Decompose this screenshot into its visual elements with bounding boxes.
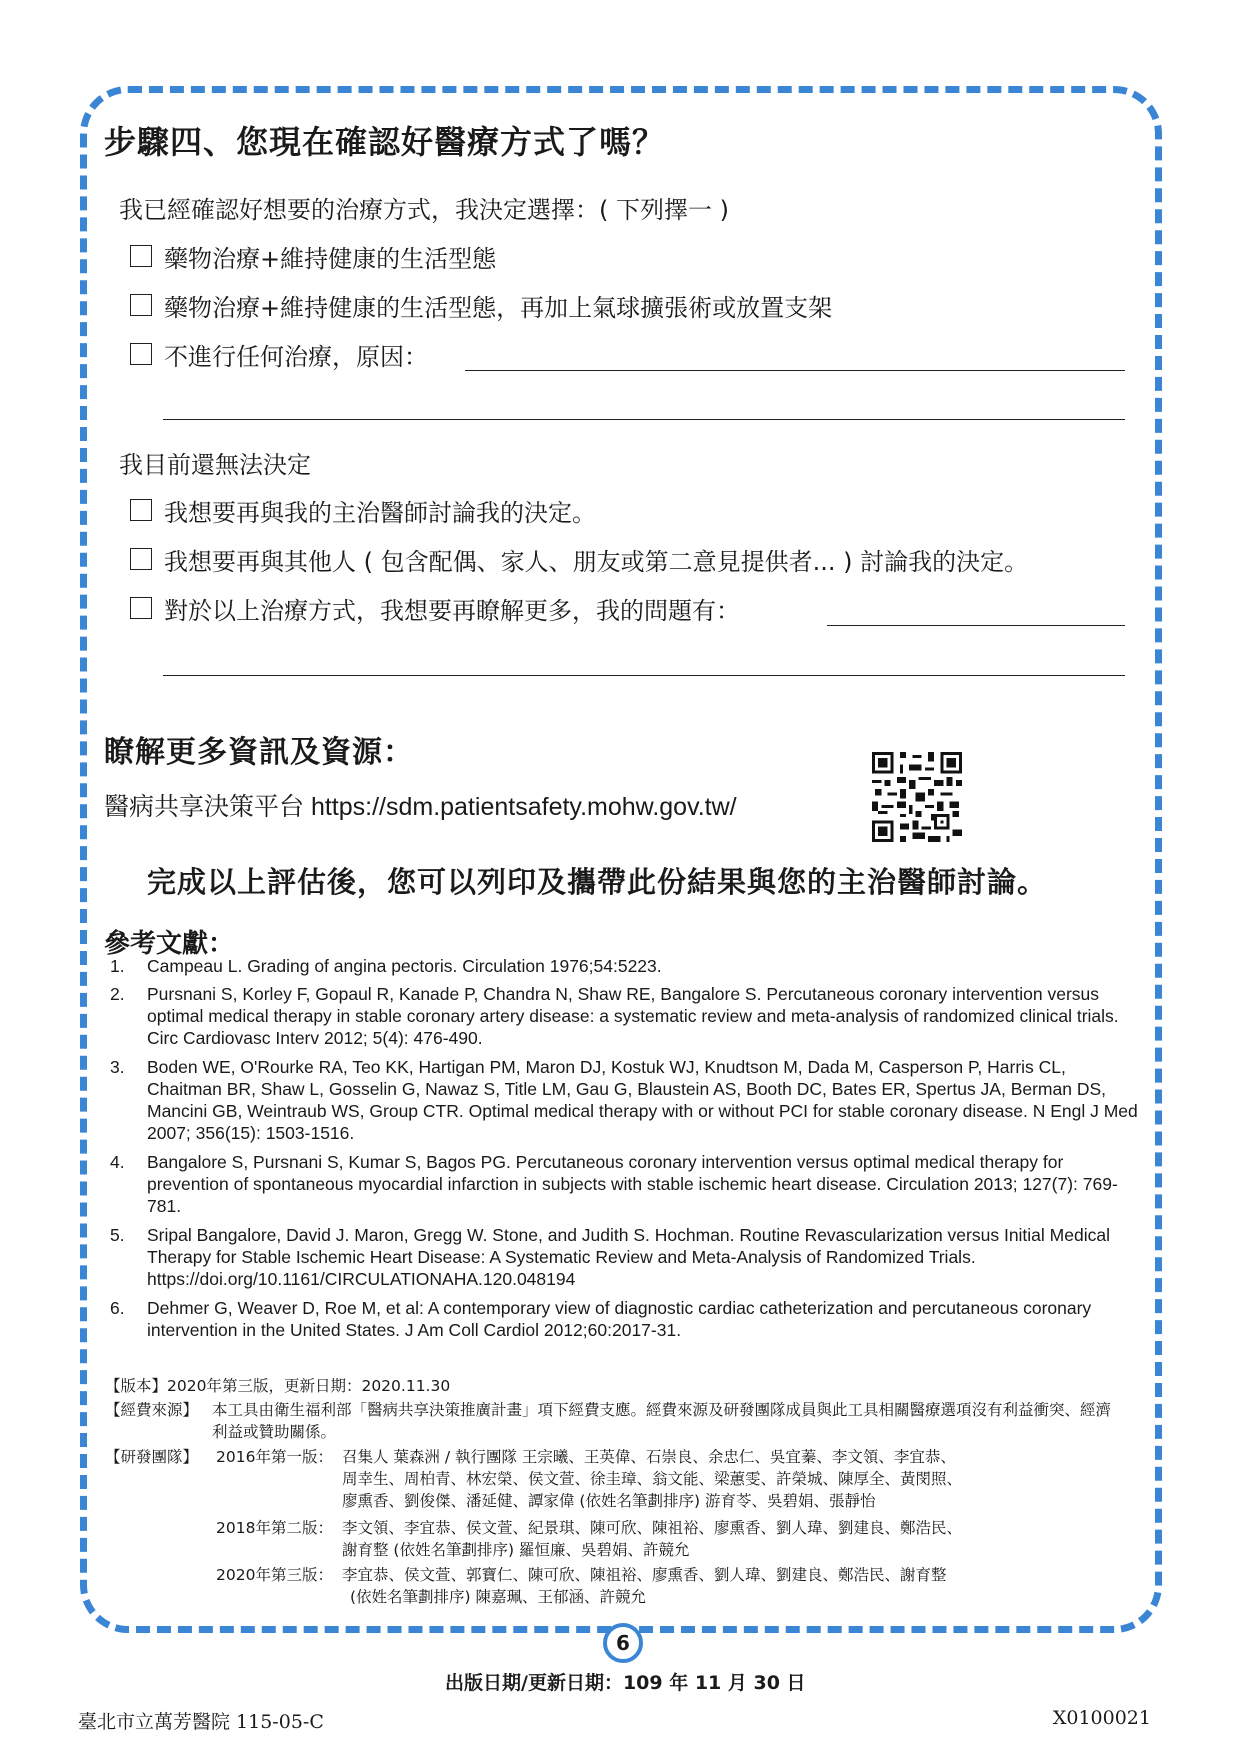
- option-label: 我想要再與我的主治醫師討論我的決定。: [164, 498, 596, 527]
- team-line: 李宜恭、侯文萱、郭寶仁、陳可欣、陳祖裕、廖熏香、劉人瑋、劉建良、鄭浩民、謝育整: [342, 1566, 947, 1584]
- reason-input-line[interactable]: [465, 370, 1125, 371]
- checkbox[interactable]: [130, 294, 152, 316]
- reason-input-line-2[interactable]: [163, 419, 1125, 420]
- decided-option-1[interactable]: [130, 239, 496, 273]
- team-edition: 2018年第二版：: [216, 1519, 333, 1537]
- publish-date: 出版日期/更新日期：109 年 11 月 30 日: [445, 1672, 806, 1694]
- team-line: 召集人 葉森洲 / 執行團隊 王宗曦、王英偉、石崇良、余忠仁、吳宜蓁、李文領、李宜恭、: [342, 1448, 956, 1466]
- option-label: 藥物治療+維持健康的生活型態，再加上氣球擴張術或放置支架: [164, 293, 833, 322]
- reference-item: [110, 1297, 1140, 1341]
- checkbox[interactable]: [130, 343, 152, 365]
- funding-text: 本工具由衛生福利部「醫病共享決策推廣計畫」項下經費支應。經費來源及研發團隊成員與此工具相關醫療選項沒有利益衝突、經濟利益或贊助關係。: [212, 1401, 1112, 1441]
- team-label: 【研發團隊】: [105, 1448, 199, 1466]
- reference-text: Dehmer G, Weaver D, Roe M, et al: A contemporary view of diagnostic cardiac catheterization and percutaneous coronary intervention in the United States. J Am Coll Cardiol 2012;60:2017-31.: [147, 1298, 1092, 1340]
- team-line: (依姓名筆劃排序) 陳嘉珮、王郁涵、許競允: [350, 1588, 647, 1606]
- team-line: 謝育整 (依姓名筆劃排序) 羅恒廉、吳碧娟、許競允: [342, 1541, 690, 1559]
- reference-number: 3.: [110, 1057, 125, 1077]
- reference-number: 4.: [110, 1152, 125, 1172]
- print-notice: 完成以上評估後，您可以列印及攜帶此份結果與您的主治醫師討論。: [147, 865, 1048, 899]
- checkbox[interactable]: [130, 548, 152, 570]
- reference-text: Pursnani S, Korley F, Gopaul R, Kanade P, Chandra N, Shaw RE, Bangalore S. Percutaneous coronary intervention versus optimal medical therapy in stable coronary artery disease: a systematic review and meta-analysis of randomized clinical trials. Circ Cardiovasc Interv 2012; 5(4): 476-490.: [147, 984, 1119, 1048]
- team-line: 廖熏香、劉俊傑、潘延健、譚家偉 (依姓名筆劃排序) 游育苓、吳碧娟、張靜怡: [342, 1492, 876, 1510]
- option-label: 不進行任何治療，原因：: [164, 342, 428, 371]
- option-label: 對於以上治療方式，我想要再瞭解更多，我的問題有：: [164, 596, 740, 625]
- team-line: 李文領、李宜恭、侯文萱、紀景琪、陳可欣、陳祖裕、廖熏香、劉人瑋、劉建良、鄭浩民、: [342, 1519, 963, 1537]
- resources-title: 瞭解更多資訊及資源：: [104, 735, 414, 770]
- reference-text: Bangalore S, Pursnani S, Kumar S, Bagos PG. Percutaneous coronary intervention versus optimal medical therapy for prevention of spontaneous myocardial infarction in subjects with stable ischemic heart disease. Circulation 2013; 127(7): 769-781.: [147, 1152, 1118, 1216]
- undecided-intro: 我目前還無法決定: [119, 451, 311, 479]
- checkbox[interactable]: [130, 245, 152, 267]
- option-label: 藥物治療+維持健康的生活型態: [164, 244, 497, 273]
- team-line: 周幸生、周柏青、林宏榮、侯文萱、徐圭璋、翁文能、梁蕙雯、許榮城、陳厚全、黃閔照、: [342, 1470, 963, 1488]
- reference-number: 6.: [110, 1298, 125, 1318]
- question-input-line[interactable]: [827, 625, 1125, 626]
- option-label: 我想要再與其他人 ( 包含配偶、家人、朋友或第二意見提供者... ) 討論我的決定。: [164, 547, 1029, 576]
- reference-item: [110, 983, 1140, 1049]
- page-number: 6: [603, 1623, 643, 1663]
- reference-item: [110, 955, 1140, 977]
- reference-item: [110, 1056, 1140, 1144]
- undecided-option-3[interactable]: [130, 591, 740, 625]
- qr-code-icon: [872, 752, 962, 842]
- decided-option-2[interactable]: [130, 288, 832, 322]
- reference-item: [110, 1224, 1140, 1290]
- reference-number: 1.: [110, 956, 125, 976]
- reference-text: Sripal Bangalore, David J. Maron, Gregg W. Stone, and Judith S. Hochman. Routine Revascularization versus Initial Medical Therapy for Stable Ischemic Heart Disease: A Systematic Review and Meta-Analysis of Randomized Trials. https://doi.org/10.1161/CIRCULATIONAHA.120.048194: [147, 1225, 1110, 1289]
- reference-item: [110, 1151, 1140, 1217]
- step-title: 步驟四、您現在確認好醫療方式了嗎？: [104, 123, 666, 161]
- reference-text: Boden WE, O'Rourke RA, Teo KK, Hartigan PM, Maron DJ, Kostuk WJ, Knudtson M, Dada M, Casperson P, Harris CL, Chaitman BR, Shaw L, Gosselin G, Nawaz S, Title LM, Gau G, Blaustein AS, Booth DC, Bates ER, Spertus JA, Berman DS, Mancini GB, Weintraub WS, Group CTR. Optimal medical therapy with or without PCI for stable coronary disease. N Engl J Med 2007; 356(15): 1503-1516.: [147, 1057, 1138, 1143]
- undecided-option-2[interactable]: [130, 542, 1028, 576]
- version-info: [105, 1375, 1025, 1397]
- question-input-line-2[interactable]: [163, 675, 1125, 676]
- references-title: 參考文獻：: [104, 929, 235, 959]
- platform-link[interactable]: 醫病共享決策平台 https://sdm.patientsafety.mohw.gov.tw/: [104, 793, 737, 821]
- reference-number: 5.: [110, 1225, 125, 1245]
- decided-intro: 我已經確認好想要的治療方式，我決定選擇：( 下列擇一 ): [119, 196, 729, 224]
- reference-text: Campeau L. Grading of angina pectoris. Circulation 1976;54:5223.: [147, 956, 662, 976]
- reference-number: 2.: [110, 984, 125, 1004]
- footer-hospital-code: 臺北市立萬芳醫院 115-05-C: [78, 1711, 324, 1733]
- checkbox[interactable]: [130, 499, 152, 521]
- version-label: 【版本】: [105, 1377, 168, 1395]
- decided-option-3[interactable]: [130, 337, 428, 371]
- checkbox[interactable]: [130, 597, 152, 619]
- team-edition: 2020年第三版：: [216, 1566, 333, 1584]
- team-edition: 2016年第一版：: [216, 1448, 333, 1466]
- footer-doc-id: X0100021: [1052, 1707, 1151, 1729]
- funding-label: 【經費來源】: [105, 1401, 199, 1419]
- version-text: 2020年第三版，更新日期：2020.11.30: [167, 1377, 451, 1395]
- undecided-option-1[interactable]: [130, 493, 596, 527]
